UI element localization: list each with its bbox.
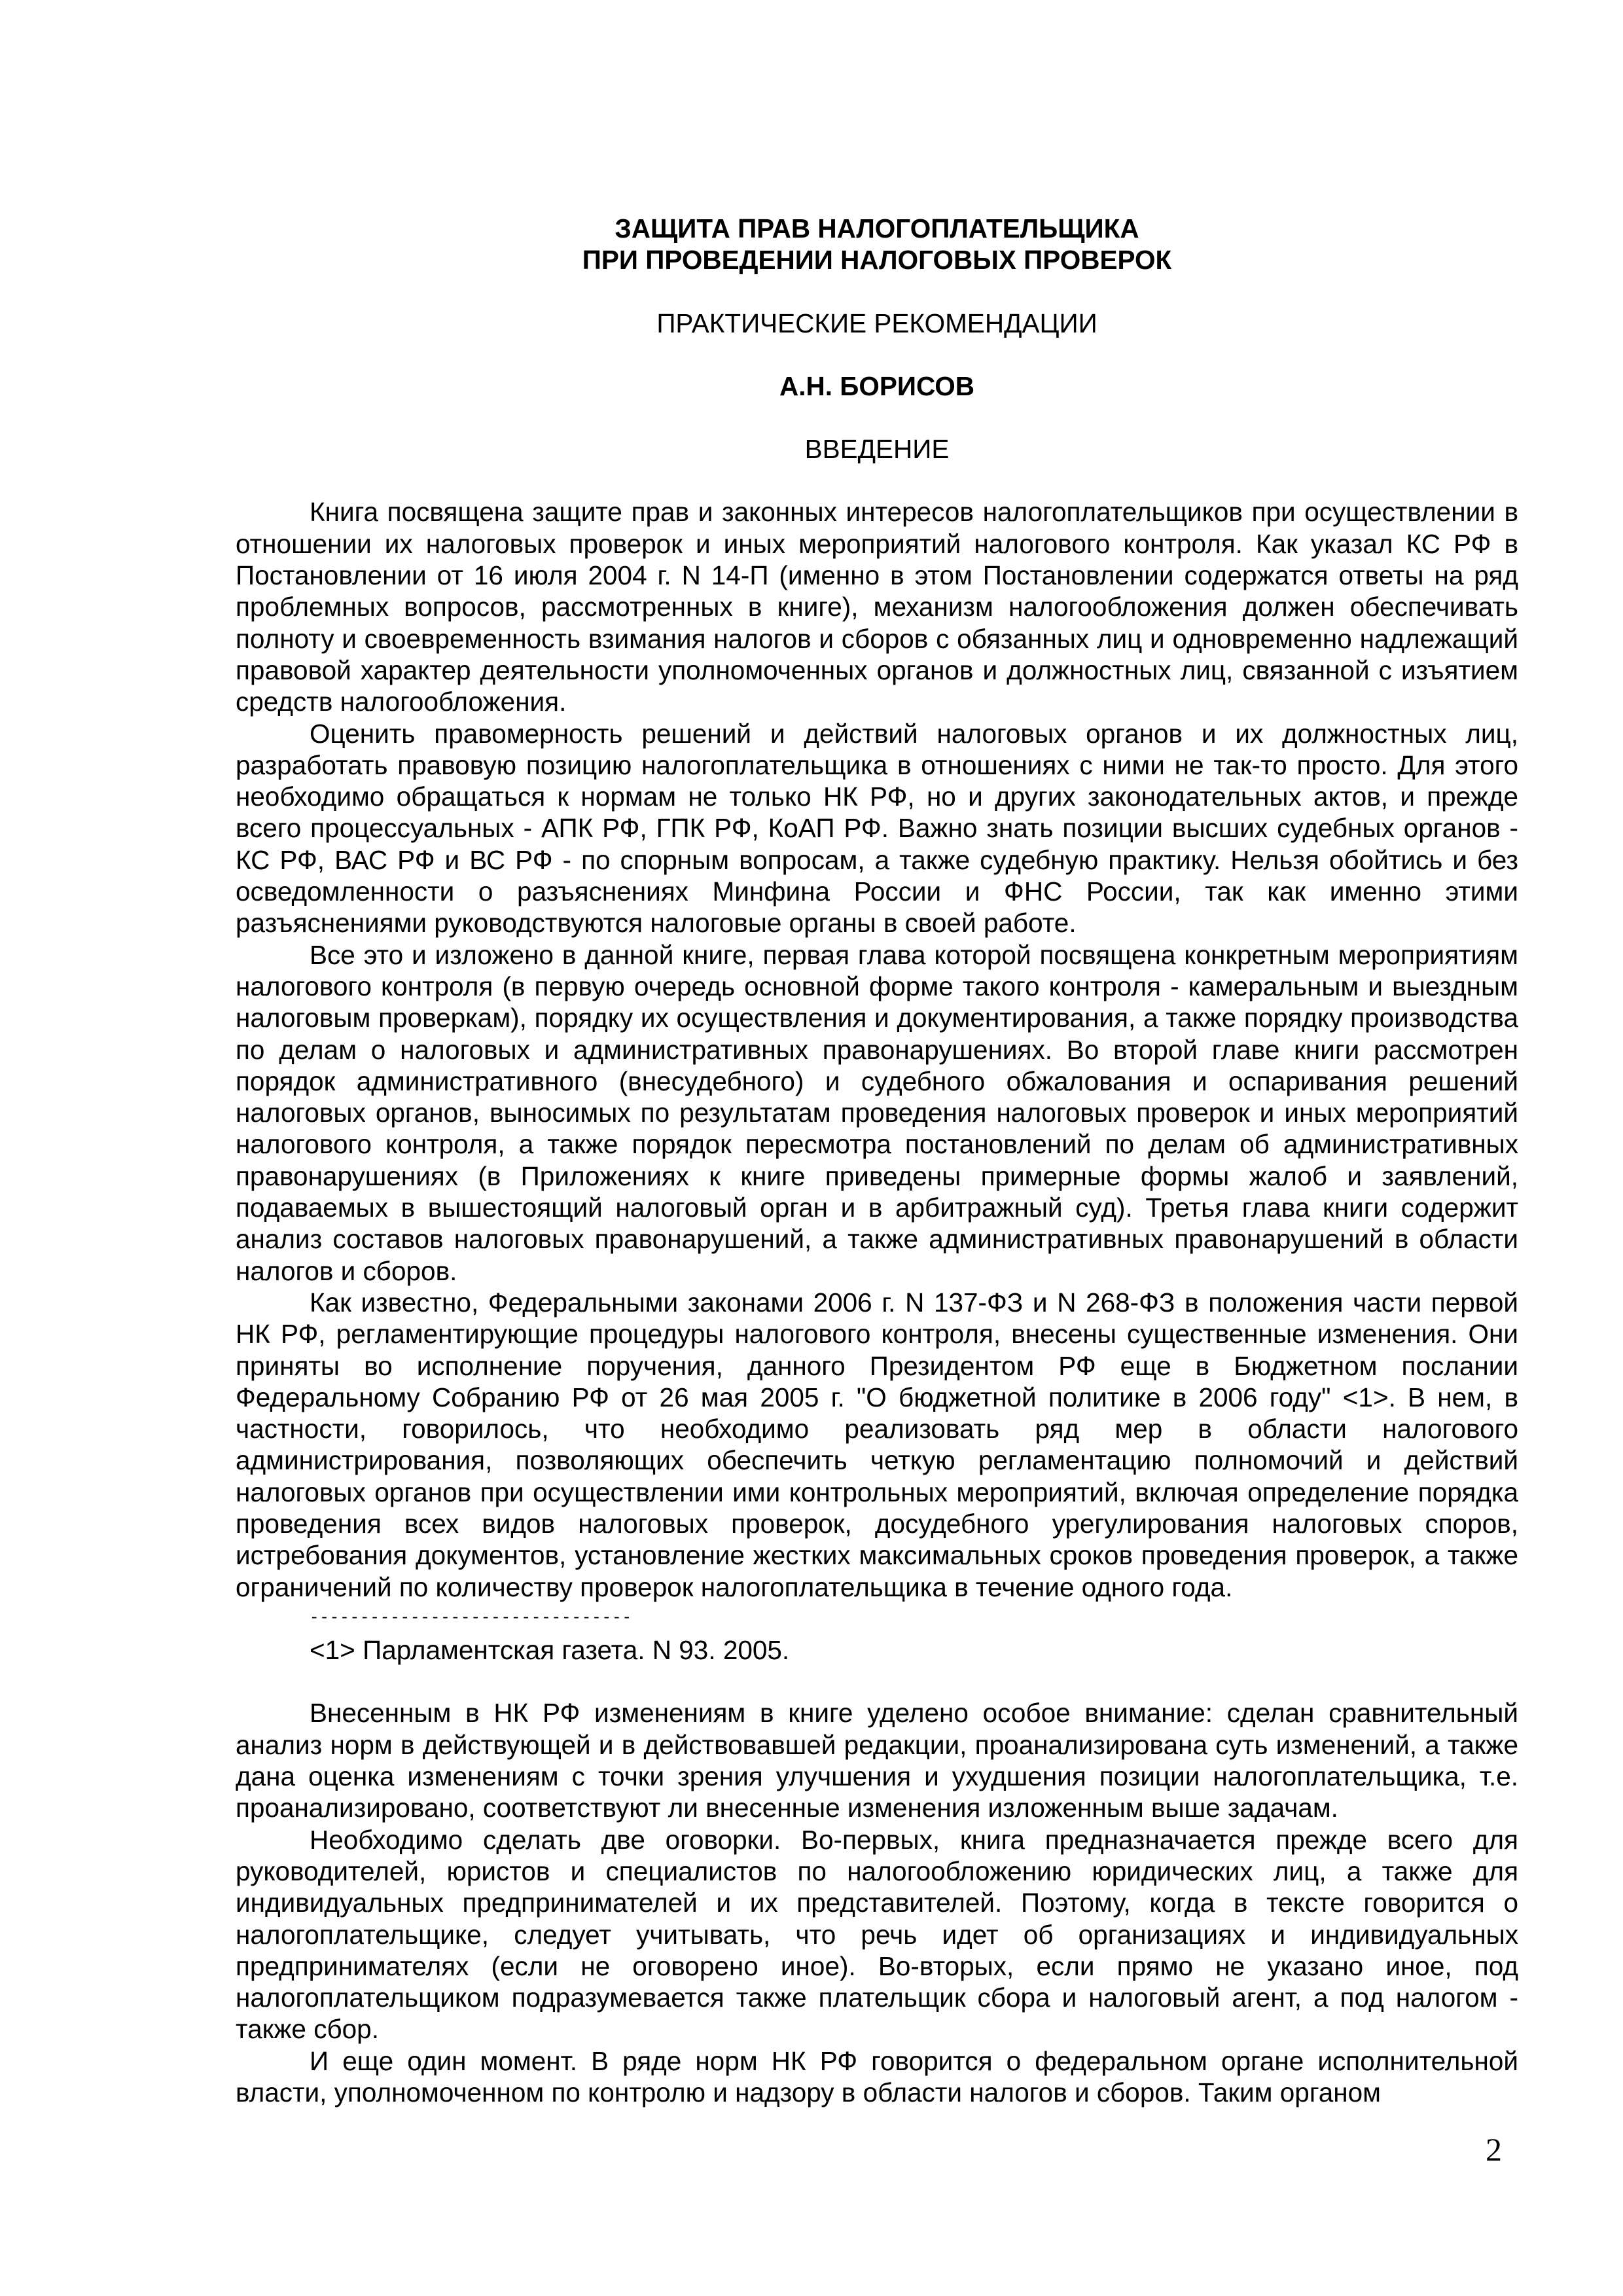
author: А.Н. БОРИСОВ	[779, 370, 974, 401]
subtitle: ПРАКТИЧЕСКИЕ РЕКОМЕНДАЦИИ	[656, 308, 1097, 338]
footnote: <1> Парламентская газета. N 93. 2005.	[310, 1635, 790, 1666]
paragraph: Книга посвящена защите прав и законных интересов налогоплательщиков при осуществлении в отношении их налоговых проверок и иных мероприятий налогового контроля. Как указал КС РФ в Постановлении от 16 июля 2004 г. N 14-П (именно в этом Постановлении содержатся ответы на ряд проблемных вопросов, рассмотренных в книге), механизм налогообложения должен обеспечивать полноту и своевременность взимания налогов и сборов с обязанных лиц и одновременно надлежащий правовой характер деятельности уполномоченных органов и должностных лиц, связанной с изъятием средств налогообложения.	[236, 497, 1518, 717]
intro-body	[236, 496, 1518, 1602]
continued-body	[236, 1697, 1518, 2108]
paragraph: Внесенным в НК РФ изменениям в книге уделено особое внимание: сделан сравнительный анализ норм в действующей и в действовавшей редакции, проанализирована суть изменений, а также дана оценка изменениям с точки зрения улучшения и ухудшения позиции налогоплательщика, т.е. проанализировано, соответствуют ли внесенные изменения изложенным выше задачам.	[236, 1698, 1518, 1823]
title-line-1: ЗАЩИТА ПРАВ НАЛОГОПЛАТЕЛЬЩИКА	[615, 213, 1139, 243]
paragraph: Все это и изложено в данной книге, первая глава которой посвящена конкретным мероприятиям налогового контроля (в первую очередь основной форме такого контроля - камеральным и выездным налоговым проверкам), порядку их осуществления и документирования, а также порядку производства по делам о налоговых и административных правонарушениях. Во второй главе книги рассмотрен порядок административного (внесудебного) и судебного обжалования и оспаривания решений налоговых органов, выносимых по результатам проведения налоговых проверок и иных мероприятий налогового контроля, а также порядок пересмотра постановлений по делам об административных правонарушениях (в Приложениях к книге приведены примерные формы жалоб и заявлений, подаваемых в вышестоящий налоговый орган и в арбитражный суд). Третья глава книги содержит анализ составов налоговых правонарушений, а также административных правонарушений в области налогов и сборов.	[236, 939, 1518, 1286]
paragraph: Оценить правомерность решений и действий налоговых органов и их должностных лиц, разработать правовую позицию налогоплательщика в отношениях с ними не так-то просто. Для этого необходимо обращаться к нормам не только НК РФ, но и других законодательных актов, и прежде всего процессуальных - АПК РФ, ГПК РФ, КоАП РФ. Важно знать позиции высших судебных органов - КС РФ, ВАС РФ и ВС РФ - по спорным вопросам, а также судебную практику. Нельзя обойтись и без осведомленности о разъяснениях Минфина России и ФНС России, так как именно этими разъяснениями руководствуются налоговые органы в своей работе.	[236, 718, 1518, 939]
section-title: ВВЕДЕНИЕ	[804, 434, 950, 465]
paragraph: Необходимо сделать две оговорки. Во-первых, книга предназначается прежде всего для руководителей, юристов и специалистов по налогообложению юридических лиц, а также для индивидуальных предпринимателей и их представителей. Поэтому, когда в тексте говорится о налогоплательщике, следует учитывать, что речь идет об организациях и индивидуальных предпринимателях (если не оговорено иное). Во-вторых, если прямо не указано иное, под налогоплательщиком подразумевается также плательщик сбора и налоговый агент, а под налогом - также сбор.	[236, 1824, 1518, 2045]
title-line-2: ПРИ ПРОВЕДЕНИИ НАЛОГОВЫХ ПРОВЕРОК	[582, 245, 1172, 276]
paragraph: И еще один момент. В ряде норм НК РФ говорится о федеральном органе исполнительной власти, уполномоченном по контролю и надзору в области налогов и сборов. Таким органом	[236, 2045, 1518, 2108]
page-content	[236, 213, 1518, 2108]
paragraph: Как известно, Федеральными законами 2006 г. N 137-ФЗ и N 268-ФЗ в положения части первой НК РФ, регламентирующие процедуры налогового контроля, внесены существенные изменения. Они приняты во исполнение поручения, данного Президентом РФ еще в Бюджетном послании Федеральному Собранию РФ от 26 мая 2005 г. "О бюджетной политике в 2006 году" <1>. В нем, в частности, говорилось, что необходимо реализовать ряд мер в области налогового администрирования, позволяющих обеспечить четкую регламентацию полномочий и действий налоговых органов при осуществлении ими контрольных мероприятий, включая определение порядка проведения всех видов налоговых проверок, досудебного урегулирования налоговых споров, истребования документов, установление жестких максимальных сроков проведения проверок, а также ограничений по количеству проверок налогоплательщика в течение одного года.	[236, 1287, 1518, 1602]
footnote-separator: --------------------------------	[310, 1609, 632, 1627]
page-number: 2	[1486, 2131, 1502, 2168]
